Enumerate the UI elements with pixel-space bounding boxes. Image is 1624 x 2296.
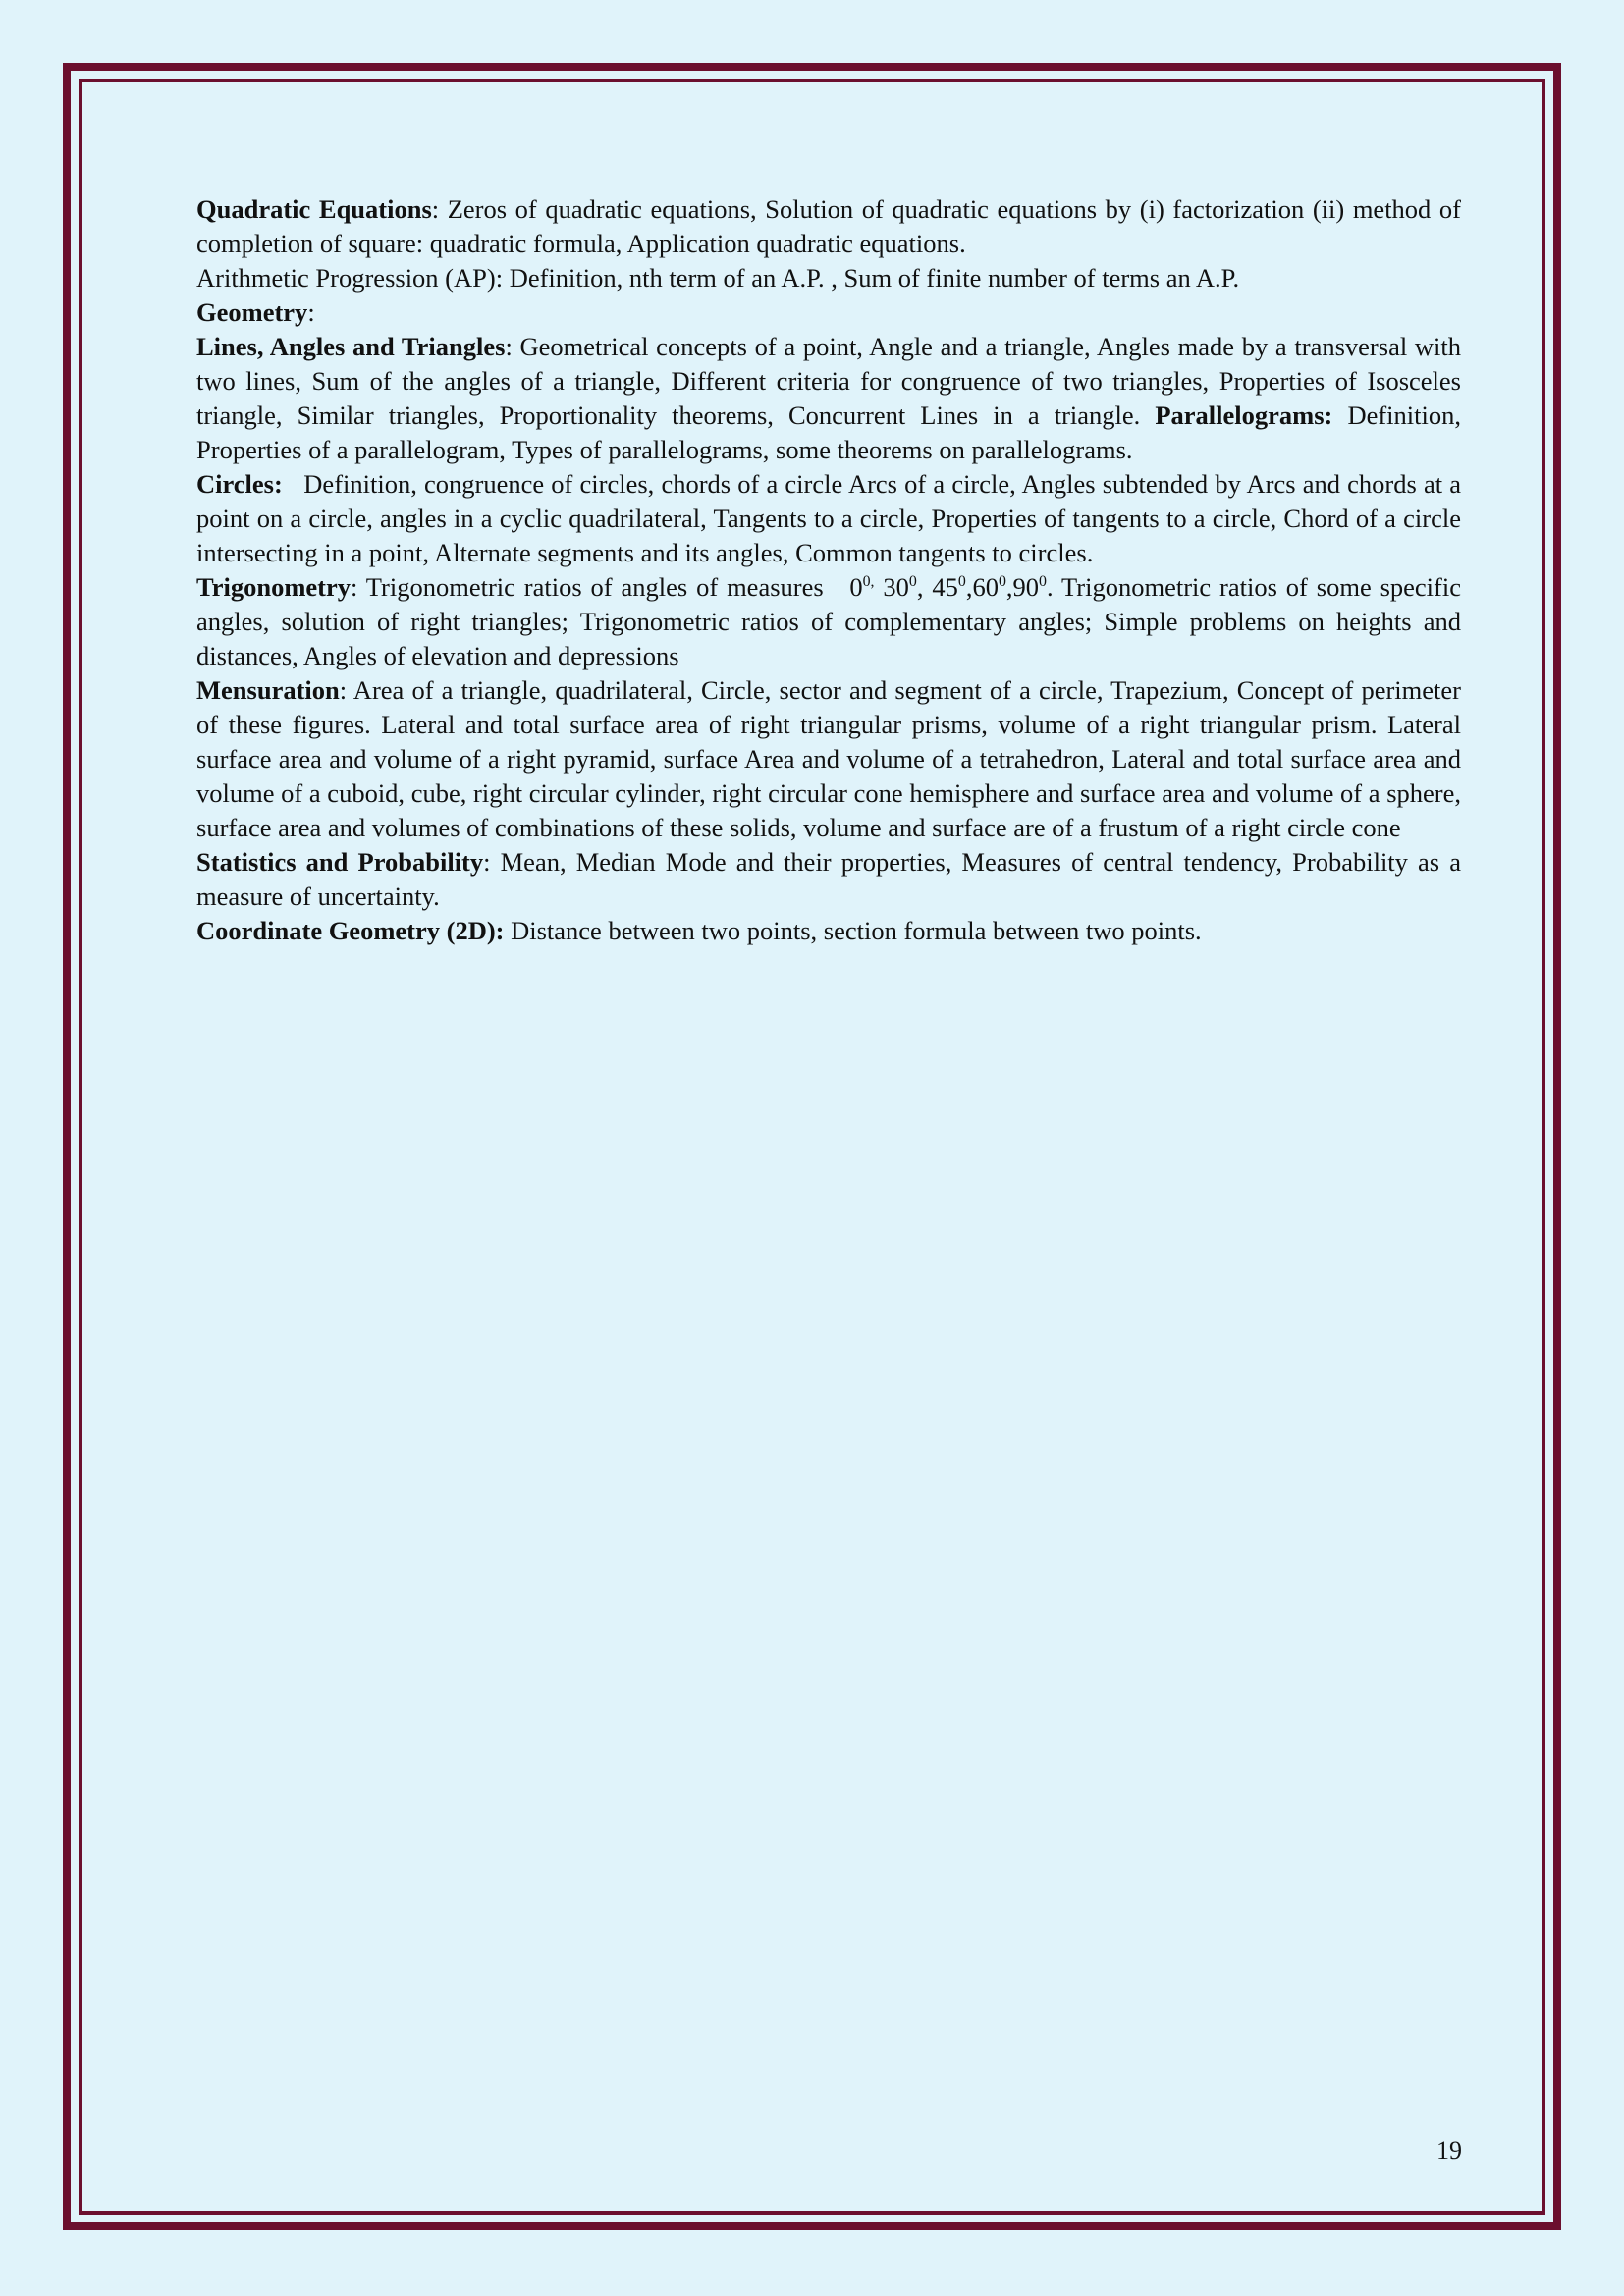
trig-text-f: . Trigonometric ratios of some specific angles, solution of right triangles; Trigonometric ratios of complementary angles; Simple problems on heights and distances, Angles of elevation and depressions (196, 572, 1461, 670)
trigonometry-paragraph (196, 570, 1461, 673)
trig-sup-a: 0, (862, 573, 875, 591)
trig-text-d: ,60 (965, 572, 999, 602)
lines-text: : Geometrical concepts of a point, Angle and a triangle, Angles made by a transversal with two lines, Sum of the angles of a triangle, Different criteria for congruence of two triangles, Properties of Isosceles triangle, Similar triangles, Proportionality theorems, Concurrent Lines in a triangle. (196, 332, 1462, 430)
trig-sup-e: 0 (1039, 573, 1047, 591)
statistics-paragraph (196, 845, 1461, 914)
coordinate-text: Distance between two points, section formula between two points. (504, 916, 1202, 945)
page-number: 19 (1436, 2136, 1462, 2164)
parallelograms-heading: Parallelograms: (1155, 400, 1333, 430)
coordinate-paragraph (196, 914, 1461, 948)
lines-paragraph (196, 330, 1461, 467)
trig-sup-c: 0 (957, 573, 966, 591)
mensuration-text: : Area of a triangle, quadrilateral, Circle, sector and segment of a circle, Trapezium, Concept of perimeter of these figures. Lateral and total surface area of right triangular prisms, volume of a right triangular prism. Lateral surface area and volume of a right pyramid, surface Area and volume of a tetrahedron, Lateral and total surface area and volume of a cuboid, cube, right circular cylinder, right circular cone hemisphere and surface area and volume of a sphere, surface area and volumes of combinations of these solids, volume and surface are of a frustum of a right circle cone (196, 675, 1461, 842)
parallelograms-text: Definition, Properties of a parallelogram, Types of parallelograms, some theorems on parallelograms. (196, 400, 1461, 464)
statistics-heading: Statistics and Probability (196, 847, 484, 877)
mensuration-heading: Mensuration (196, 675, 340, 705)
trig-sup-d: 0 (998, 573, 1006, 591)
geometry-heading: Geometry (196, 297, 308, 327)
coordinate-heading: Coordinate Geometry (2D): (196, 916, 505, 945)
trig-text-c: , 45 (916, 572, 958, 602)
trigonometry-heading: Trigonometry (196, 572, 351, 602)
quadratic-paragraph (196, 192, 1461, 261)
ap-paragraph (196, 261, 1461, 295)
ap-text: Arithmetic Progression (AP): Definition, nth term of an A.P. , Sum of finite number of terms an A.P. (196, 263, 1240, 293)
trig-sup-b: 0 (908, 573, 917, 591)
quadratic-heading: Quadratic Equations (196, 194, 432, 224)
statistics-text: : Mean, Median Mode and their properties, Measures of central tendency, Probability as a measure of uncertainty. (196, 847, 1461, 911)
trig-text-b: 30 (874, 572, 909, 602)
trig-text-a: : Trigonometric ratios of angles of measures 0 (351, 572, 863, 602)
geometry-paragraph (196, 295, 1461, 330)
lines-heading: Lines, Angles and Triangles (196, 332, 506, 361)
circles-heading: Circles: (196, 469, 283, 499)
circles-paragraph (196, 467, 1468, 570)
mensuration-paragraph (196, 673, 1461, 845)
geometry-suffix: : (307, 297, 315, 327)
quadratic-text: : Zeros of quadratic equations, Solution of quadratic equations by (i) factorization (ii) method of completion of square: quadratic formula, Application quadratic equations. (196, 194, 1461, 258)
syllabus-content (196, 192, 1468, 948)
circles-text: Definition, congruence of circles, chords of a circle Arcs of a circle, Angles subtended by Arcs and chords at a point on a circle, angles in a cyclic quadrilateral, Tangents to a circle, Properties of tangents to a circle, Chord of a circle intersecting in a point, Alternate segments and its angles, Common tangents to circles. (196, 469, 1468, 567)
trig-text-e: ,90 (1005, 572, 1040, 602)
